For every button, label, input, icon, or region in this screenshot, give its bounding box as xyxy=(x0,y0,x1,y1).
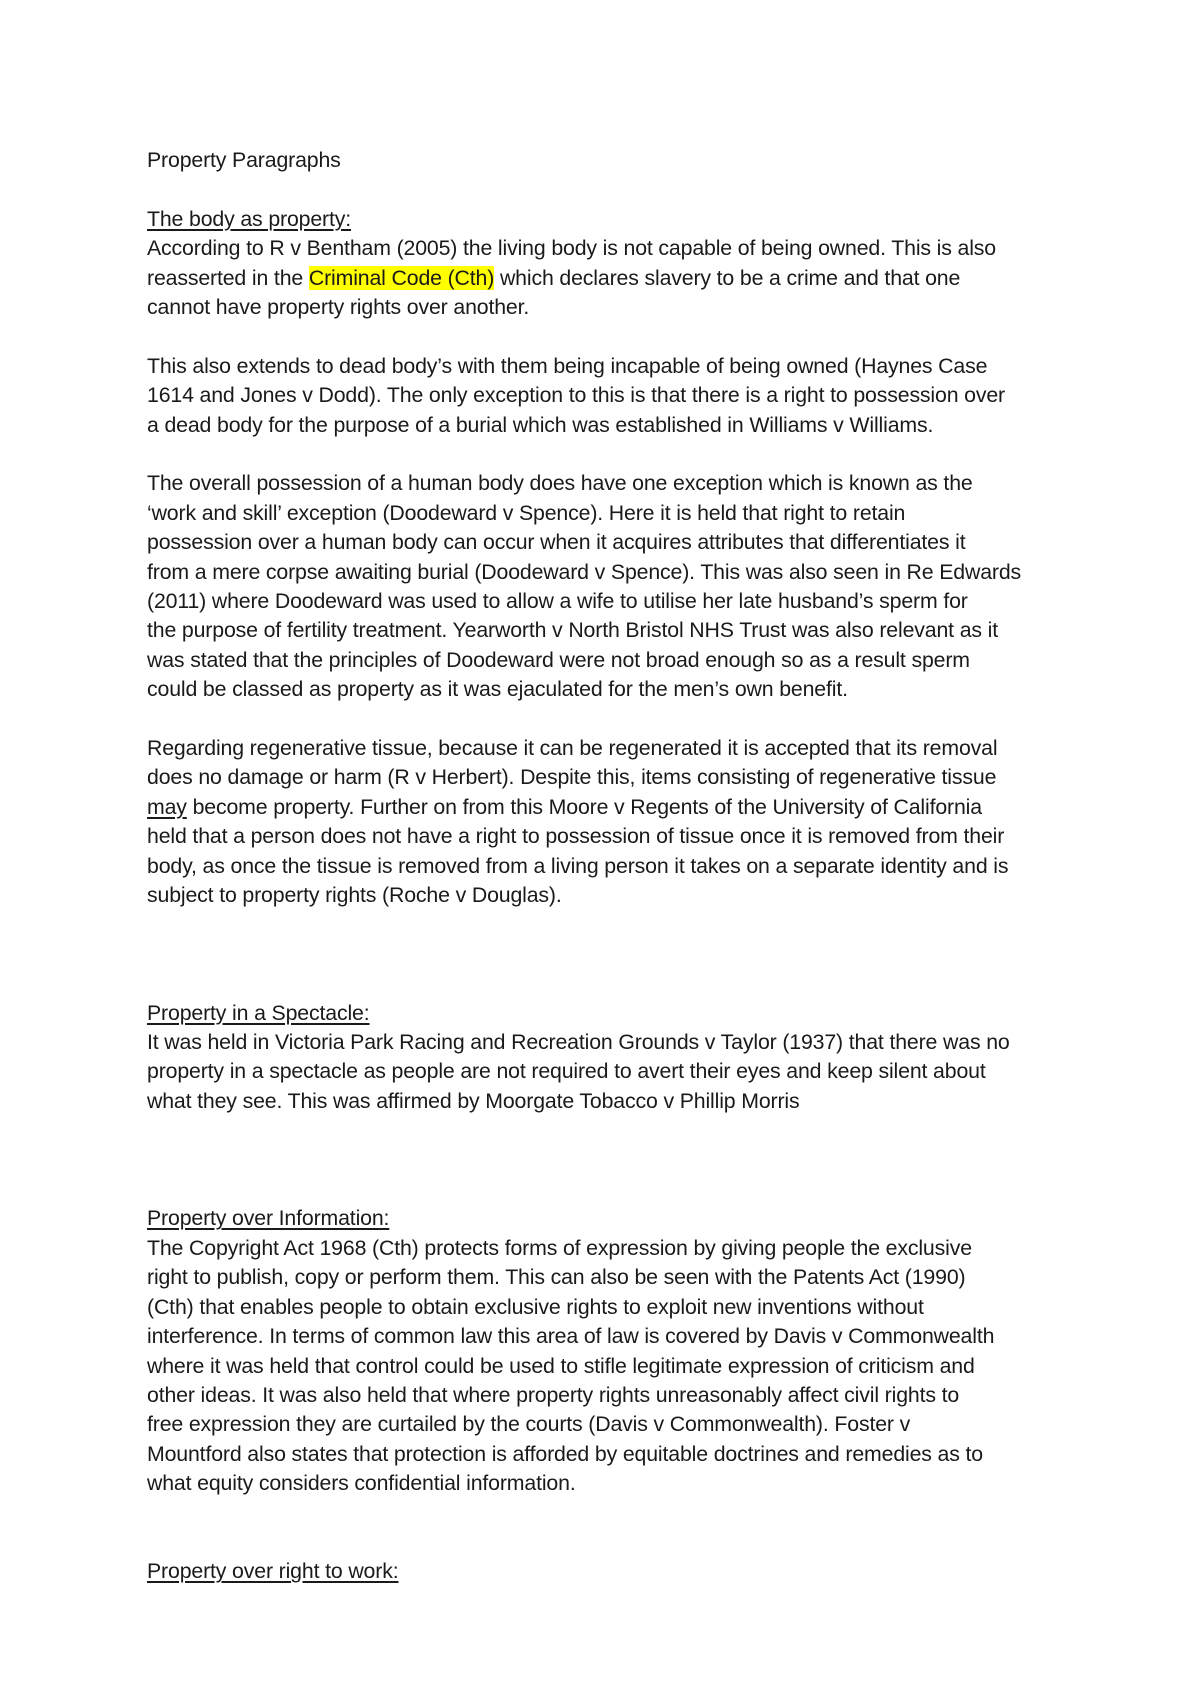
blank-line xyxy=(147,705,1077,734)
paragraph-line xyxy=(147,411,1077,440)
paragraph-line xyxy=(147,587,1077,616)
paragraph-line xyxy=(147,499,1077,528)
text-run: cannot have property rights over another. xyxy=(147,295,530,320)
paragraph-line xyxy=(147,646,1077,675)
text-run: (2011) where Doodeward was used to allow a wife to utilise her late husband’s sperm for xyxy=(147,589,968,614)
section-heading: Property over right to work: xyxy=(147,1559,399,1584)
section xyxy=(147,1204,1077,1557)
text-run: what equity considers confidential information. xyxy=(147,1471,576,1496)
paragraph-line xyxy=(147,1352,1077,1381)
text-run: right to publish, copy or perform them. This can also be seen with the Patents Act (1990) xyxy=(147,1265,966,1290)
paragraph xyxy=(147,1028,1077,1116)
text-run: It was held in Victoria Park Racing and Recreation Grounds v Taylor (1937) that there was no xyxy=(147,1030,1010,1055)
text-run: was stated that the principles of Doodeward were not broad enough so as a result sperm xyxy=(147,647,970,672)
paragraph-line xyxy=(147,616,1077,645)
blank-line xyxy=(147,322,1077,351)
paragraph xyxy=(147,734,1077,910)
paragraph xyxy=(147,352,1077,440)
blank-line xyxy=(147,1116,1077,1145)
paragraph-line xyxy=(147,1087,1077,1116)
text-run: does no damage or harm (R v Herbert). Despite this, items consisting of regenerative tissue xyxy=(147,765,997,790)
paragraph-line xyxy=(147,381,1077,410)
paragraph-line xyxy=(147,1263,1077,1292)
paragraph-line xyxy=(147,881,1077,910)
text-run: held that a person does not have a right to possession of tissue once it is removed from their xyxy=(147,824,1005,849)
paragraph-line xyxy=(147,1469,1077,1498)
text-run: become property. Further on from this Moore v Regents of the University of California xyxy=(186,794,982,819)
paragraph-line xyxy=(147,234,1077,263)
paragraph-line xyxy=(147,852,1077,881)
text-run: where it was held that control could be used to stifle legitimate expression of criticism and xyxy=(147,1353,975,1378)
text-run: According to R v Bentham (2005) the living body is not capable of being owned. This is also xyxy=(147,236,996,261)
blank-line xyxy=(147,440,1077,469)
document-sections xyxy=(147,205,1077,1587)
paragraph-line xyxy=(147,1410,1077,1439)
text-run: body, as once the tissue is removed from a living person it takes on a separate identity and is xyxy=(147,853,1009,878)
highlighted-text: Criminal Code (Cth) xyxy=(308,265,495,290)
text-run: The overall possession of a human body does have one exception which is known as the xyxy=(147,471,973,496)
blank-line xyxy=(147,1146,1077,1175)
text-run: free expression they are curtailed by the courts (Davis v Commonwealth). Foster v xyxy=(147,1412,911,1437)
paragraph-line xyxy=(147,558,1077,587)
text-run: a dead body for the purpose of a burial which was established in Williams v Williams. xyxy=(147,412,934,437)
paragraph-line xyxy=(147,763,1077,792)
paragraph-line xyxy=(147,1057,1077,1086)
section xyxy=(147,999,1077,1205)
text-run: the purpose of fertility treatment. Yearworth v North Bristol NHS Trust was also relevant as it xyxy=(147,618,999,643)
blank-line xyxy=(147,1528,1077,1557)
paragraph-line xyxy=(147,675,1077,704)
text-run: which declares slavery to be a crime and that one xyxy=(494,265,961,290)
text-run: could be classed as property as it was ejaculated for the men’s own benefit. xyxy=(147,677,848,702)
text-run: subject to property rights (Roche v Douglas). xyxy=(147,883,562,908)
paragraph-line xyxy=(147,1293,1077,1322)
blank-line xyxy=(147,1175,1077,1204)
blank-line xyxy=(147,911,1077,940)
paragraph xyxy=(147,234,1077,322)
text-run: interference. In terms of common law this area of law is covered by Davis v Commonwealth xyxy=(147,1324,995,1349)
paragraph-line xyxy=(147,734,1077,763)
section-heading: Property over Information: xyxy=(147,1206,390,1231)
text-run: what they see. This was affirmed by Moorgate Tobacco v Phillip Morris xyxy=(147,1088,800,1113)
text-run: The Copyright Act 1968 (Cth) protects forms of expression by giving people the exclusive xyxy=(147,1235,972,1260)
paragraph-line xyxy=(147,1028,1077,1057)
paragraph-line xyxy=(147,264,1077,293)
text-run: 1614 and Jones v Dodd). The only exception to this is that there is a right to possession over xyxy=(147,383,1006,408)
text-run: Regarding regenerative tissue, because it can be regenerated it is accepted that its removal xyxy=(147,736,998,761)
document-title: Property Paragraphs xyxy=(147,148,341,172)
section xyxy=(147,205,1077,999)
text-run: Mountford also states that protection is afforded by equitable doctrines and remedies as to xyxy=(147,1441,983,1466)
paragraph-line xyxy=(147,793,1077,822)
paragraph-line xyxy=(147,469,1077,498)
paragraph xyxy=(147,1234,1077,1499)
text-run: property in a spectacle as people are not required to avert their eyes and keep silent about xyxy=(147,1059,986,1084)
blank-line xyxy=(147,969,1077,998)
document-body xyxy=(147,146,1077,1587)
text-run: (Cth) that enables people to obtain exclusive rights to exploit new inventions without xyxy=(147,1294,924,1319)
text-run: This also extends to dead body’s with them being incapable of being owned (Haynes Case xyxy=(147,353,988,378)
blank-line xyxy=(147,1499,1077,1528)
paragraph-line xyxy=(147,352,1077,381)
text-run: other ideas. It was also held that where property rights unreasonably affect civil rights to xyxy=(147,1382,960,1407)
underlined-text: may xyxy=(147,794,187,819)
section-heading: Property in a Spectacle: xyxy=(147,1000,370,1025)
text-run: ‘work and skill’ exception (Doodeward v Spence). Here it is held that right to retain xyxy=(147,500,906,525)
paragraph-line xyxy=(147,822,1077,851)
blank-line xyxy=(147,940,1077,969)
paragraph-line xyxy=(147,1322,1077,1351)
section-heading: The body as property: xyxy=(147,206,352,231)
blank-line xyxy=(147,175,1077,204)
text-run: possession over a human body can occur when it acquires attributes that differentiates it xyxy=(147,530,966,555)
paragraph-line xyxy=(147,293,1077,322)
section xyxy=(147,1557,1077,1586)
paragraph-line xyxy=(147,528,1077,557)
paragraph-line xyxy=(147,1440,1077,1469)
text-run: reasserted in the xyxy=(147,265,309,290)
text-run: from a mere corpse awaiting burial (Doodeward v Spence). This was also seen in Re Edwards xyxy=(147,559,1022,584)
paragraph-line xyxy=(147,1381,1077,1410)
paragraph-line xyxy=(147,1234,1077,1263)
paragraph xyxy=(147,469,1077,704)
